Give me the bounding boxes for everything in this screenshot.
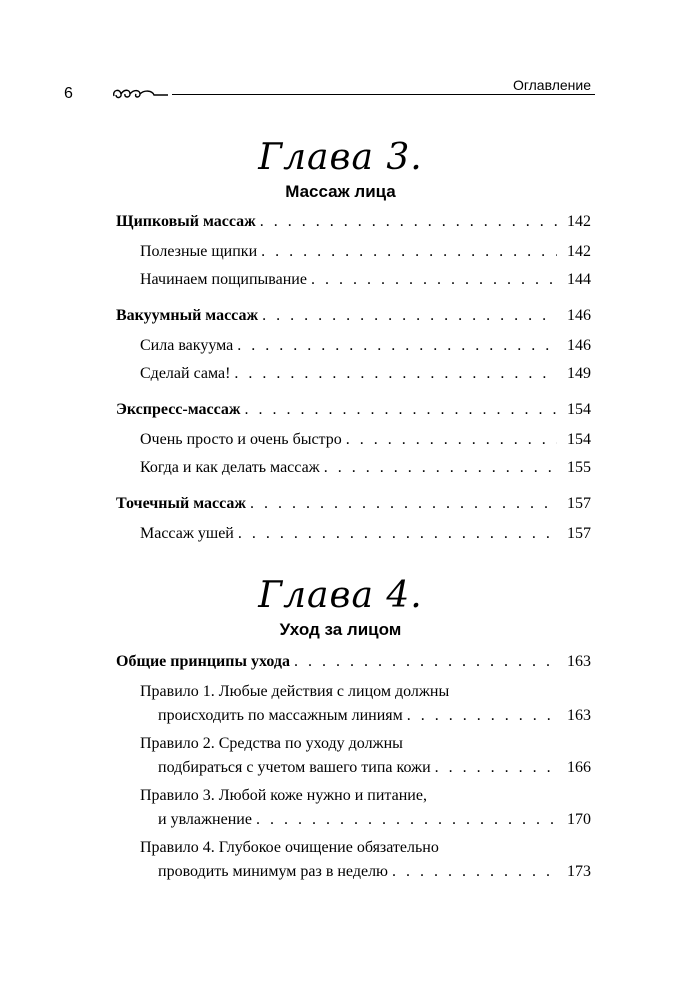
- toc-item-label: и увлажнение: [158, 811, 252, 828]
- toc-section[interactable]: [116, 400, 591, 420]
- header-rule: [172, 94, 595, 95]
- toc-item-label: Массаж ушей: [140, 525, 234, 542]
- toc-section-label: Общие принципы ухода: [116, 653, 290, 670]
- dot-leader: [234, 364, 557, 384]
- dot-leader: [407, 706, 557, 726]
- toc-section-label: Экспресс-массаж: [116, 401, 241, 418]
- dot-leader: [435, 758, 557, 778]
- toc-item[interactable]: [158, 810, 591, 830]
- toc-item-label: Начинаем пощипывание: [140, 271, 307, 288]
- toc-page-number: 163: [567, 653, 591, 670]
- dot-leader: [262, 306, 557, 326]
- dot-leader: [346, 430, 557, 450]
- toc-item[interactable]: [158, 706, 591, 726]
- toc-item[interactable]: [140, 430, 591, 450]
- toc-section[interactable]: [116, 652, 591, 672]
- toc-page-number: 142: [567, 243, 591, 260]
- toc-item[interactable]: [140, 242, 591, 262]
- toc-item-first-line[interactable]: Правило 3. Любой коже нужно и питание,: [140, 787, 427, 804]
- toc-page-number: 142: [567, 213, 591, 230]
- dot-leader: [311, 270, 557, 290]
- toc-item-label: Очень просто и очень быстро: [140, 431, 342, 448]
- toc-page-number: 173: [567, 863, 591, 880]
- toc-item-label: подбираться с учетом вашего типа кожи: [158, 759, 431, 776]
- toc-section-label: Вакуумный массаж: [116, 307, 259, 324]
- toc-page-number: 166: [567, 759, 591, 776]
- toc-section[interactable]: [116, 212, 591, 232]
- dot-leader: [324, 458, 557, 478]
- toc-item[interactable]: [158, 862, 591, 882]
- toc-item-label: происходить по массажным линиям: [158, 707, 403, 724]
- toc-page-number: 170: [567, 811, 591, 828]
- dot-leader: [256, 810, 557, 830]
- chapter-subtitle: Уход за лицом: [279, 620, 402, 639]
- dot-leader: [392, 862, 557, 882]
- toc-page-number: 157: [567, 495, 591, 512]
- dot-leader: [237, 336, 557, 356]
- chapter-4-heading: [0, 576, 681, 640]
- toc-page-number: 154: [567, 431, 591, 448]
- dot-leader: [238, 524, 557, 544]
- toc-page-number: 144: [567, 271, 591, 288]
- dot-leader: [260, 212, 557, 232]
- toc-item[interactable]: [140, 270, 591, 290]
- chapter-title: Глава 4.: [258, 575, 423, 616]
- chapter-title: Глава 3.: [258, 137, 423, 178]
- toc-page-number: 154: [567, 401, 591, 418]
- dot-leader: [294, 652, 557, 672]
- page-number: 6: [64, 85, 73, 102]
- toc-item-first-line[interactable]: Правило 2. Средства по уходу должны: [140, 735, 403, 752]
- toc-item-label: проводить минимум раз в неделю: [158, 863, 388, 880]
- toc-section[interactable]: [116, 494, 591, 514]
- toc-item[interactable]: [140, 458, 591, 478]
- toc-section-label: Щипковый массаж: [116, 213, 256, 230]
- toc-page-number: 163: [567, 707, 591, 724]
- dot-leader: [261, 242, 557, 262]
- toc-item-first-line[interactable]: Правило 1. Любые действия с лицом должны: [140, 683, 450, 700]
- toc-page-number: 157: [567, 525, 591, 542]
- toc-item-label: Полезные щипки: [140, 243, 258, 260]
- toc-item-label: Сила вакуума: [140, 337, 234, 354]
- toc-page-number: 146: [567, 337, 591, 354]
- toc-item-first-line[interactable]: Правило 4. Глубокое очищение обязательно: [140, 839, 439, 856]
- toc-section[interactable]: [116, 306, 591, 326]
- toc-item[interactable]: [140, 524, 591, 544]
- toc-item[interactable]: [140, 364, 591, 384]
- toc-item[interactable]: [140, 336, 591, 356]
- toc-item[interactable]: [158, 758, 591, 778]
- toc-item-label: Когда и как делать массаж: [140, 459, 320, 476]
- toc-page-number: 149: [567, 365, 591, 382]
- running-head: Оглавление: [512, 77, 591, 93]
- toc-page-number: 155: [567, 459, 591, 476]
- toc-section-label: Точечный массаж: [116, 495, 247, 512]
- chapter-3-heading: [0, 138, 681, 202]
- dot-leader: [245, 400, 557, 420]
- chapter-subtitle: Массаж лица: [285, 182, 396, 201]
- toc-page-number: 146: [567, 307, 591, 324]
- toc-item-label: Сделай сама!: [140, 365, 231, 382]
- dot-leader: [250, 494, 557, 514]
- flourish-ornament-icon: [110, 86, 170, 102]
